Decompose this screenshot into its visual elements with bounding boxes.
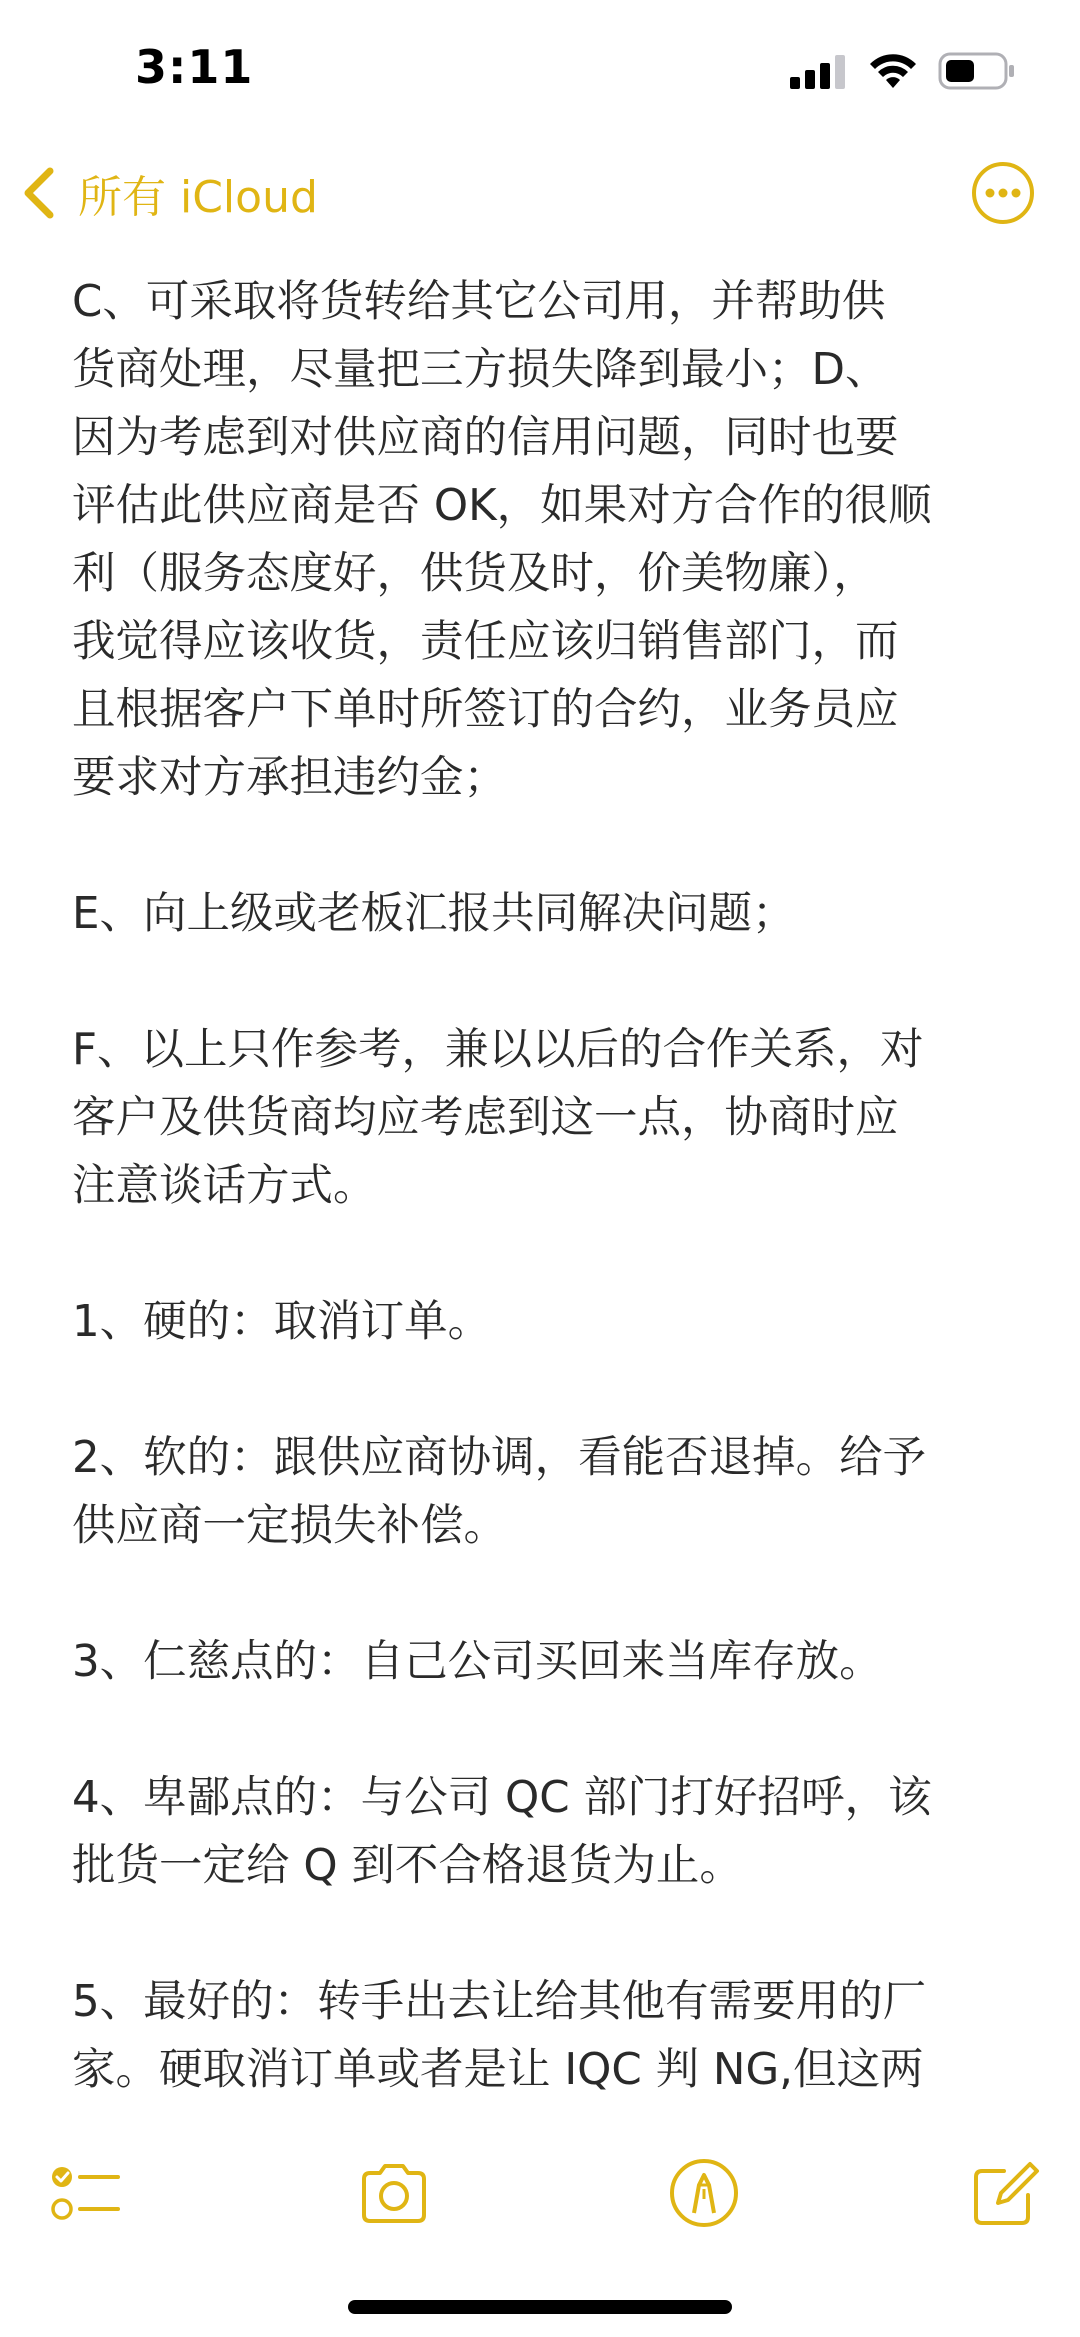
wifi-icon [868,50,918,90]
note-paragraph [72,1016,1022,1220]
compose-icon[interactable] [968,2155,1044,2231]
note-line: 2、软的：跟供应商协调，看能否退掉。给予 [72,1433,927,1483]
checklist-icon[interactable] [48,2155,124,2231]
note-paragraph [72,1288,1022,1356]
note-line: 供应商一定损失补偿。 [72,1501,507,1551]
note-line: 1、硬的：取消订单。 [72,1297,492,1347]
status-bar [0,0,1080,150]
note-line: E、向上级或老板汇报共同解决问题； [72,889,796,939]
more-options-icon[interactable] [970,160,1036,226]
home-indicator[interactable] [348,2300,732,2314]
note-line: 3、仁慈点的：自己公司买回来当库存放。 [72,1637,883,1687]
note-body[interactable] [72,268,1022,2172]
note-line: C、可采取将货转给其它公司用，并帮助供 [72,277,886,327]
note-line: 货商处理，尽量把三方损失降到最小；D、 [72,345,889,395]
bottom-toolbar [0,2135,1080,2265]
note-paragraph [72,880,1022,948]
camera-icon[interactable] [356,2155,432,2231]
note-paragraph [72,1968,1022,2104]
note-line: 批货一定给 Q 到不合格退货为止。 [72,1841,743,1891]
note-line: 评估此供应商是否 OK，如果对方合作的很顺 [72,481,932,531]
note-paragraph [72,268,1022,812]
note-line: 且根据客户下单时所签订的合约，业务员应 [72,685,899,735]
note-line: 要求对方承担违约金； [72,753,507,803]
note-line: F、以上只作参考，兼以以后的合作关系，对 [72,1025,924,1075]
note-line: 我觉得应该收货，责任应该归销售部门，而 [72,617,899,667]
note-paragraph [72,1424,1022,1560]
note-paragraph [72,1628,1022,1696]
cellular-signal-icon [790,55,846,89]
note-line: 注意谈话方式。 [72,1161,377,1211]
battery-icon [938,50,1016,92]
back-button[interactable] [20,158,318,228]
note-line: 4、卑鄙点的：与公司 QC 部门打好招呼，该 [72,1773,932,1823]
note-line: 因为考虑到对供应商的信用问题，同时也要 [72,413,899,463]
note-line: 5、最好的：转手出去让给其他有需要用的厂 [72,1977,927,2027]
back-button-label: 所有 iCloud [78,172,318,223]
note-line: 利（服务态度好，供货及时，价美物廉）， [72,549,877,599]
chevron-left-icon [20,165,60,221]
status-time: 3:11 [135,40,254,94]
markup-pen-icon[interactable] [666,2155,742,2231]
note-line: 客户及供货商均应考虑到这一点，协商时应 [72,1093,899,1143]
note-line: 家。硬取消订单或者是让 IQC 判 NG,但这两 [72,2045,924,2095]
note-paragraph [72,1764,1022,1900]
